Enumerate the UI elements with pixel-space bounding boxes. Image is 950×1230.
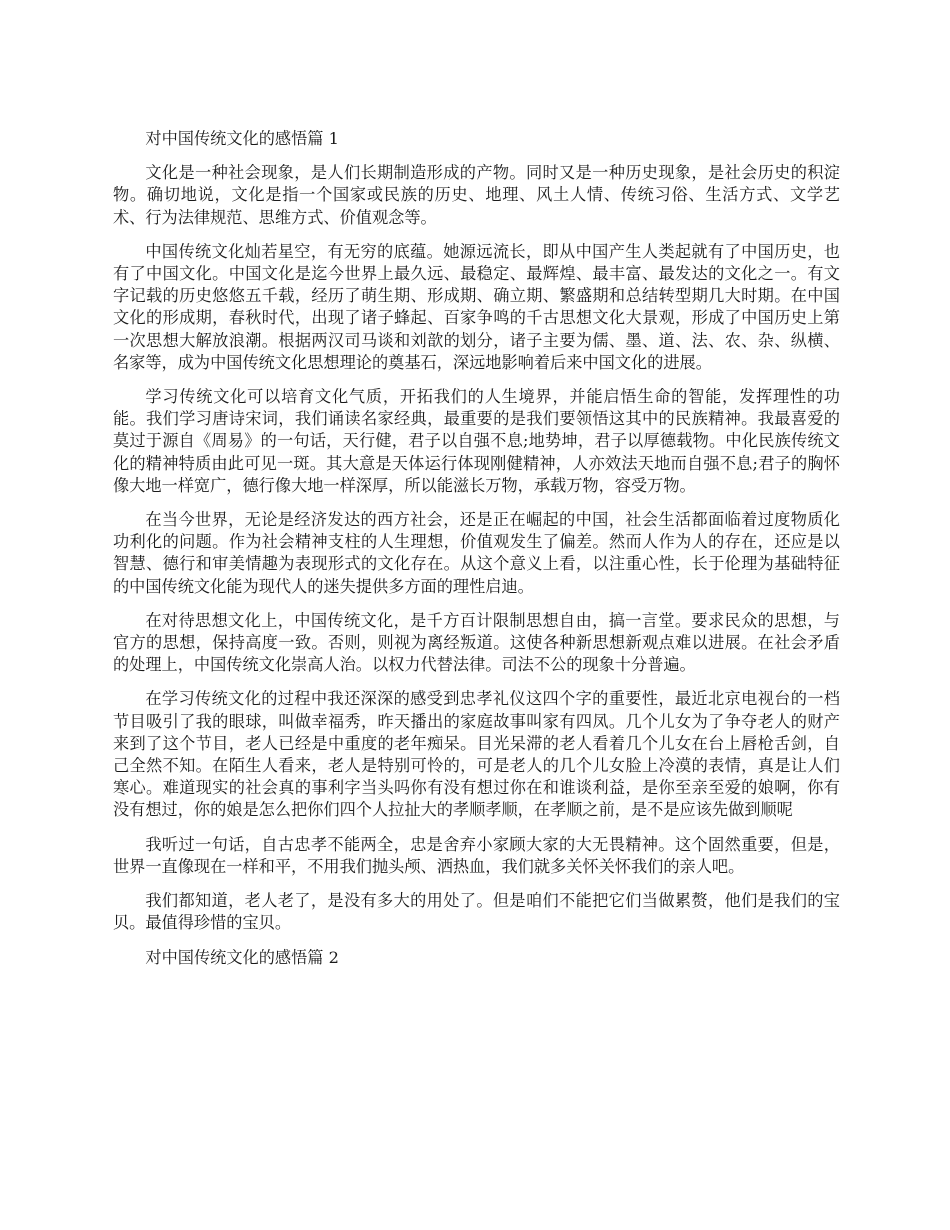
paragraph: 在对待思想文化上，中国传统文化，是千方百计限制思想自由，搞一言堂。要求民众的思想，与官方的思想，保持高度一致。否则，则视为离经叛道。这使各种新思想新观点难以进展。在社会矛盾的处理上，中国传统文化崇高人治。以权力代替法律。司法不公的现象十分普遍。 (113, 610, 840, 675)
paragraph: 我听过一句话，自古忠孝不能两全，忠是舍弃小家顾大家的大无畏精神。这个固然重要，但是，世界一直像现在一样和平，不用我们抛头颅、洒热血，我们就多关怀关怀我们的亲人吧。 (113, 834, 840, 876)
paragraph: 在学习传统文化的过程中我还深深的感受到忠孝礼仪这四个字的重要性，最近北京电视台的一档节目吸引了我的眼球，叫做幸福秀，昨天播出的家庭故事叫家有四凤。几个儿女为了争夺老人的财产来到了这个节目，老人已经是中重度的老年痴呆。目光呆滞的老人看着几个儿女在台上唇枪舌剑，自己全然不知。在陌生人看来，老人是特别可怜的，可是老人的几个儿女脸上冷漠的表情，真是让人们寒心。难道现实的社会真的事利字当头吗你有没有想过你在和谁谈利益，是你至亲至爱的娘啊，你有没有想过，你的娘是怎么把你们四个人拉扯大的孝顺孝顺，在孝顺之前，是不是应该先做到顺呢 (113, 689, 840, 820)
paragraph: 中国传统文化灿若星空，有无穷的底蕴。她源远流长，即从中国产生人类起就有了中国历史，也有了中国文化。中国文化是迄今世界上最久远、最稳定、最辉煌、最丰富、最发达的文化之一。有文字记载的历史悠悠五千载，经历了萌生期、形成期、确立期、繁盛期和总结转型期几大时期。在中国文化的形成期，春秋时代，出现了诸子蜂起、百家争鸣的千古思想文化大景观，形成了中国历史上第一次思想大解放浪潮。根据两汉司马谈和刘歆的划分，诸子主要为儒、墨、道、法、农、杂、纵横、名家等，成为中国传统文化思想理论的奠基石，深远地影响着后来中国文化的进展。 (113, 241, 840, 372)
paragraph: 在当今世界，无论是经济发达的西方社会，还是正在崛起的中国，社会生活都面临着过度物质化功利化的问题。作为社会精神支柱的人生理想，价值观发生了偏差。然而人作为人的存在，还应是以智慧、德行和审美情趣为表现形式的文化存在。从这个意义上看，以注重心性，长于伦理为基础特征的中国传统文化能为现代人的迷失提供多方面的理性启迪。 (113, 510, 840, 596)
document-body (113, 128, 840, 969)
paragraph: 我们都知道，老人老了，是没有多大的用处了。但是咱们不能把它们当做累赘，他们是我们的宝贝。最值得珍惜的宝贝。 (113, 891, 840, 933)
section-heading-2: 对中国传统文化的感悟篇 2 (145, 947, 339, 967)
paragraph: 文化是一种社会现象，是人们长期制造形成的产物。同时又是一种历史现象，是社会历史的积淀物。确切地说，文化是指一个国家或民族的历史、地理、风土人情、传统习俗、生活方式、文学艺术、行为法律规范、思维方式、价值观念等。 (113, 163, 840, 227)
section-heading-1: 对中国传统文化的感悟篇 1 (145, 129, 339, 148)
paragraph: 学习传统文化可以培育文化气质，开拓我们的人生境界，并能启悟生命的智能，发挥理性的功能。我们学习唐诗宋词，我们诵读名家经典，最重要的是我们要领悟这其中的民族精神。我最喜爱的莫过于源自《周易》的一句话，天行健，君子以自强不息;地势坤，君子以厚德载物。中化民族传统文化的精神特质由此可见一斑。其大意是天体运行体现刚健精神，人亦效法天地而自强不息;君子的胸怀像大地一样宽广，德行像大地一样深厚，所以能滋长万物，承载万物，容受万物。 (113, 387, 840, 495)
